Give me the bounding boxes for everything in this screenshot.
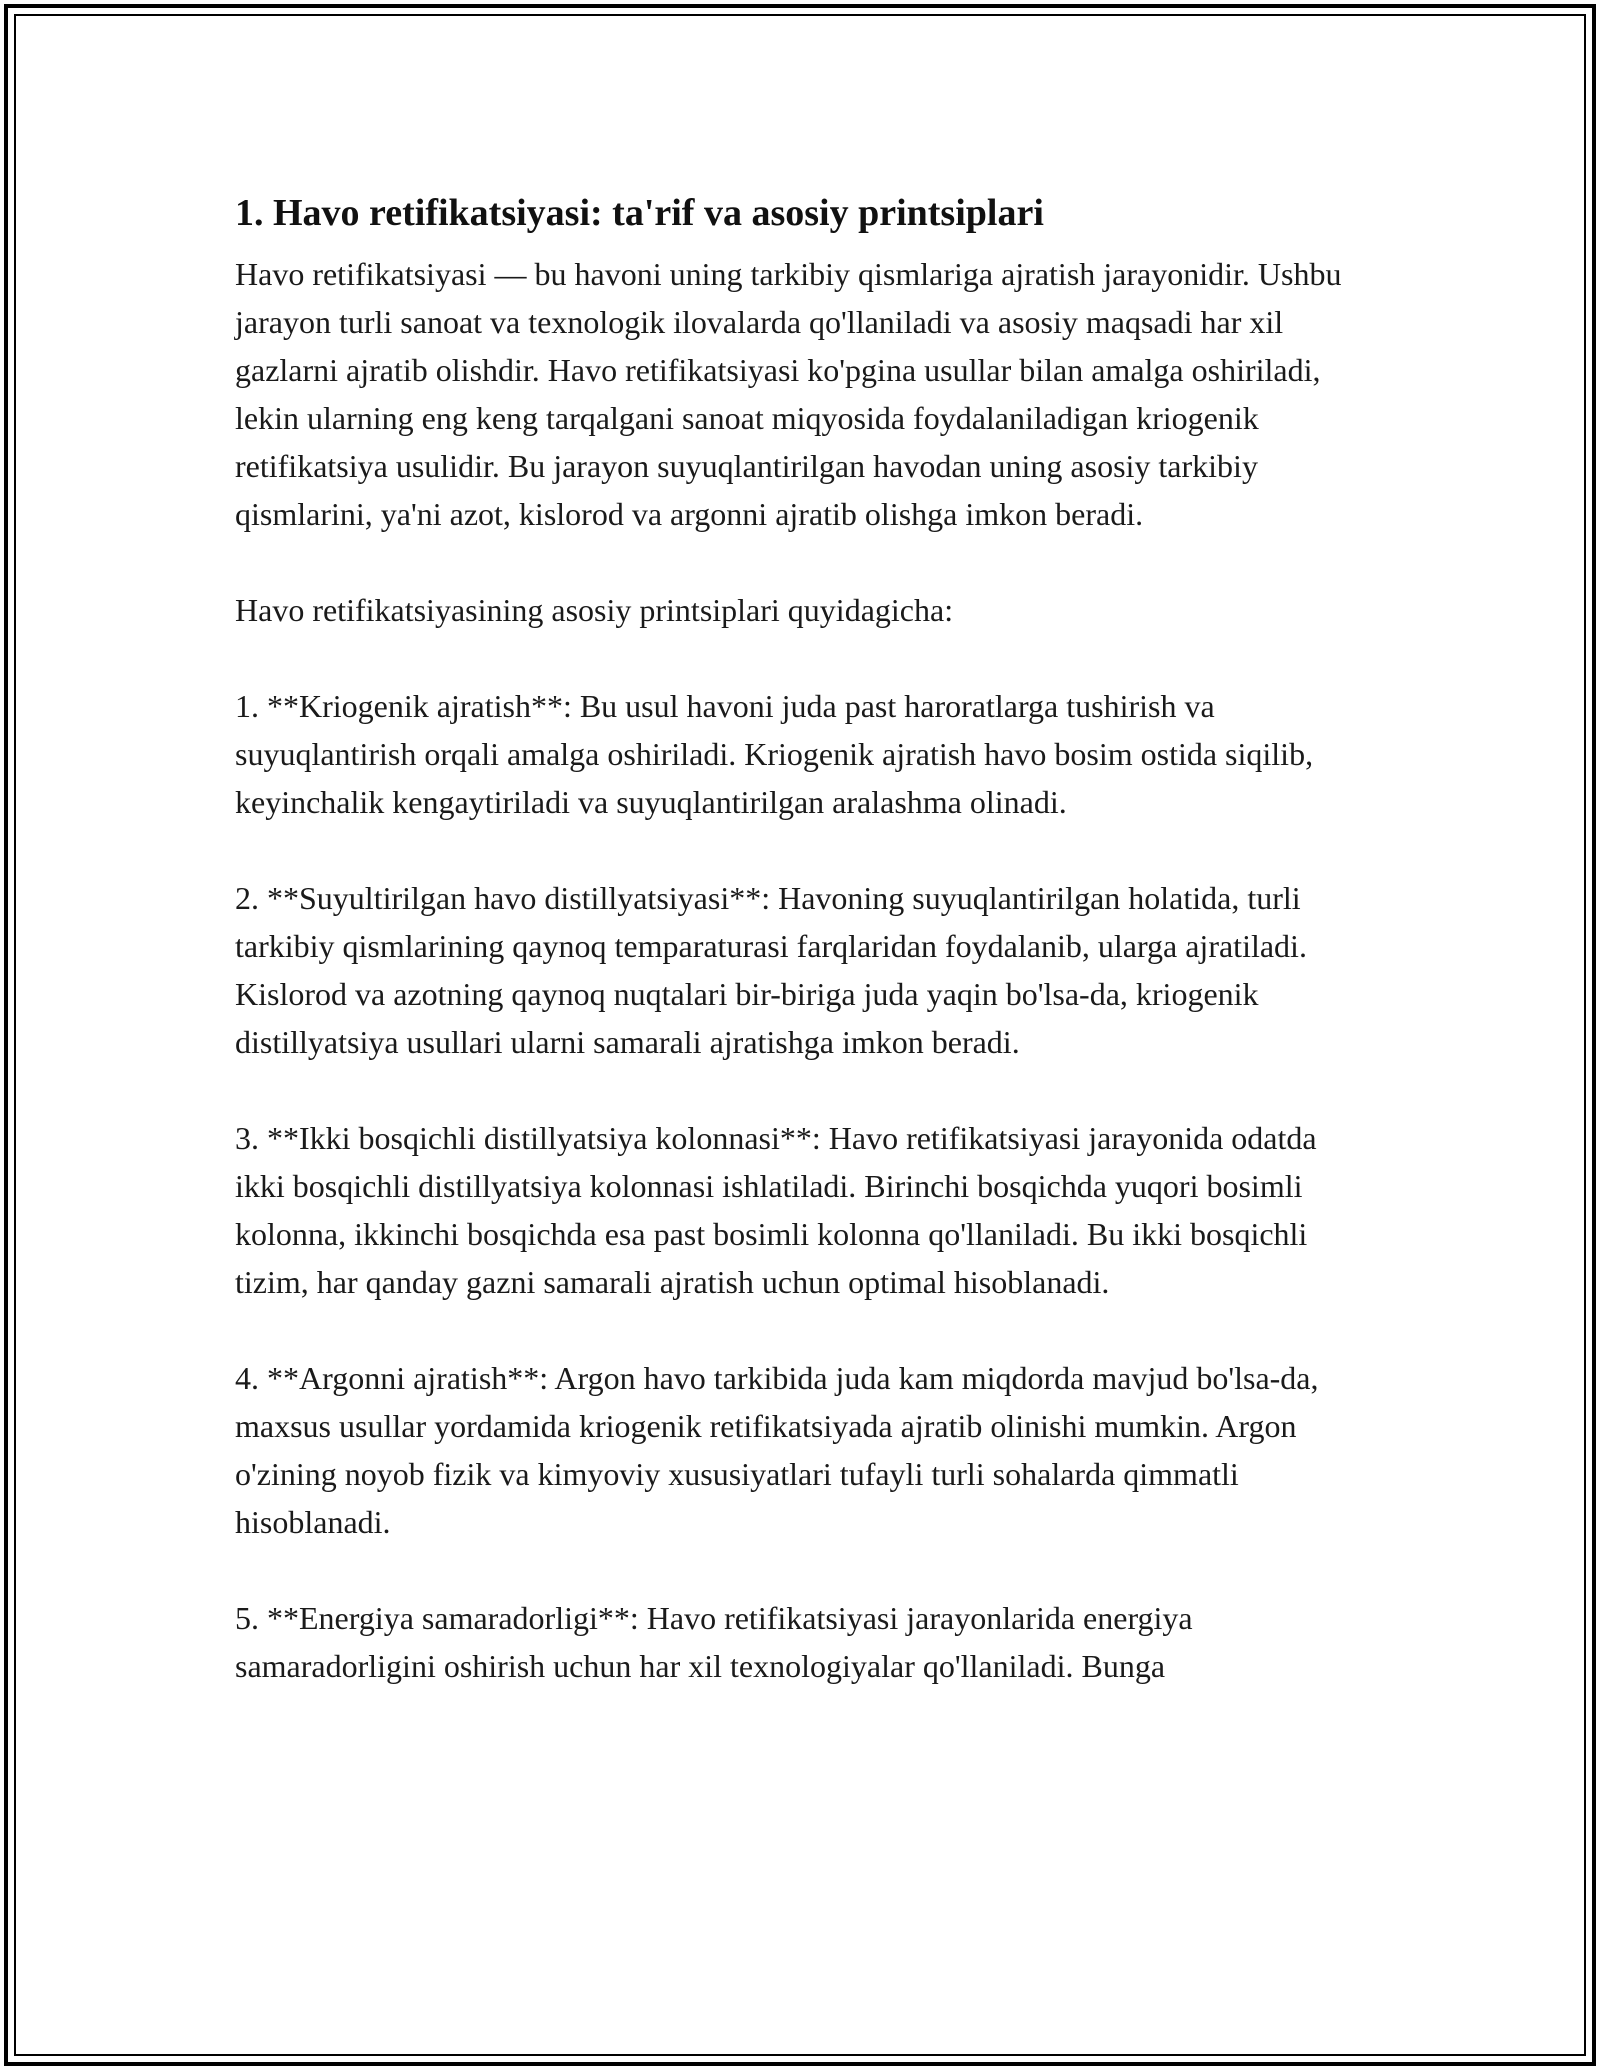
document-body xyxy=(235,186,1365,1690)
list-item-argon-separation: 4. **Argonni ajratish**: Argon havo tarkibida juda kam miqdorda mavjud bo'lsa-da, maxsus usullar yordamida kriogenik retifikatsiyada ajratib olinishi mumkin. Argon o'zining noyob fizik va kimyoviy xususiyatlari tufayli turli sohalarda qimmatli hisoblanadi. xyxy=(235,1360,1319,1540)
page-title: 1. Havo retifikatsiyasi: ta'rif va asosiy printsiplari xyxy=(235,192,1044,234)
list-item-energy-efficiency: 5. **Energiya samaradorligi**: Havo retifikatsiyasi jarayonlarida energiya samaradorligini oshirish uchun har xil texnologiyalar qo'llaniladi. Bunga xyxy=(235,1600,1193,1684)
paragraph-intro: Havo retifikatsiyasi — bu havoni uning tarkibiy qismlariga ajratish jarayonidir. Ushbu jarayon turli sanoat va texnologik ilovalarda qo'llaniladi va asosiy maqsadi har xil gazlarni ajratib olishdir. Havo retifikatsiyasi ko'pgina usullar bilan amalga oshiriladi, lekin ularning eng keng tarqalgani sanoat miqyosida foydalaniladigan kriogenik retifikatsiya usulidir. Bu jarayon suyuqlantirilgan havodan uning asosiy tarkibiy qismlarini, ya'ni azot, kislorod va argonni ajratib olishga imkon beradi. xyxy=(235,256,1342,532)
list-item-cryogenic-separation: 1. **Kriogenik ajratish**: Bu usul havoni juda past haroratlarga tushirish va suyuqlantirish orqali amalga oshiriladi. Kriogenik ajratish havo bosim ostida siqilib, keyinchalik kengaytiriladi va suyuqlantirilgan aralashma olinadi. xyxy=(235,688,1314,820)
list-item-two-stage-column: 3. **Ikki bosqichli distillyatsiya kolonnasi**: Havo retifikatsiyasi jarayonida odatda ikki bosqichli distillyatsiya kolonnasi ishlatiladi. Birinchi bosqichda yuqori bosimli kolonna, ikkinchi bosqichda esa past bosimli kolonna qo'llaniladi. Bu ikki bosqichli tizim, har qanday gazni samarali ajratish uchun optimal hisoblanadi. xyxy=(235,1120,1317,1300)
list-item-liquid-air-distillation: 2. **Suyultirilgan havo distillyatsiyasi**: Havoning suyuqlantirilgan holatida, turli tarkibiy qismlarining qaynoq temparaturasi farqlaridan foydalanib, ularga ajratiladi. Kislorod va azotning qaynoq nuqtalari bir-biriga juda yaqin bo'lsa-da, kriogenik distillyatsiya usullari ularni samarali ajratishga imkon beradi. xyxy=(235,880,1307,1060)
paragraph-principles-heading: Havo retifikatsiyasining asosiy printsiplari quyidagicha: xyxy=(235,592,954,628)
